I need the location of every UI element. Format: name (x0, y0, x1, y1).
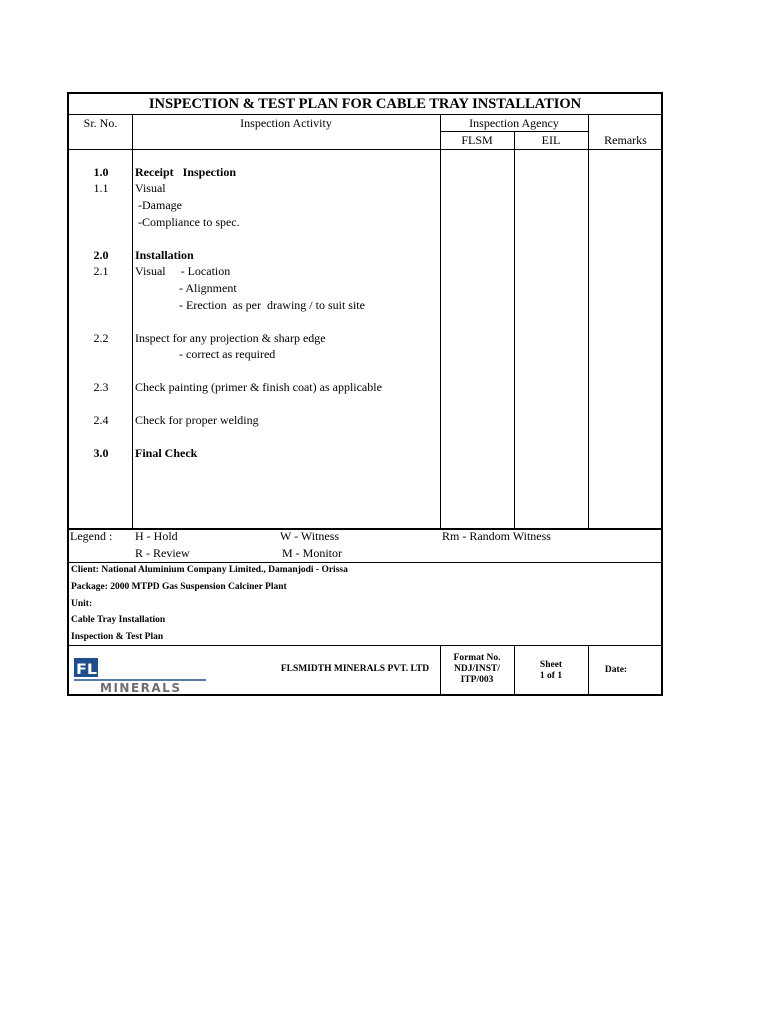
activity-heading: Receipt Inspection (135, 165, 236, 179)
sr-number: 1.0 (93, 165, 109, 179)
legend-monitor: M - Monitor (282, 546, 342, 560)
doc-type-line: Inspection & Test Plan (71, 632, 164, 642)
company-name: FLSMIDTH MINERALS PVT. LTD (280, 664, 430, 674)
legend-hold: H - Hold (135, 529, 178, 543)
header-divider (69, 149, 661, 150)
col-line-eil (588, 114, 589, 529)
activity-text: -Damage (135, 198, 182, 212)
activity-text: Visual - Location (135, 264, 231, 278)
document-title: INSPECTION & TEST PLAN FOR CABLE TRAY INSTALLATION (148, 96, 582, 112)
client-line: Client: National Aluminium Company Limited., Damanjodi - Orissa (71, 565, 348, 575)
legend-label: Legend : (70, 529, 113, 543)
activity-text: Check painting (primer & finish coat) as applicable (135, 380, 382, 394)
itp-sheet (67, 92, 663, 696)
sr-number: 2.1 (93, 264, 109, 278)
logo-minerals: MINERALS (100, 681, 182, 694)
logo-wordmark: FLSMIDTH (76, 662, 168, 678)
sheet-value: 1 of 1 (539, 671, 563, 681)
date-label: Date: (604, 665, 628, 675)
col-line-activity (440, 114, 441, 529)
header-eil: EIL (541, 133, 561, 147)
activity-heading: Final Check (135, 446, 198, 460)
sr-number: 2.2 (93, 331, 109, 345)
header-inspection-activity: Inspection Activity (240, 116, 332, 130)
activity-text: - correct as required (179, 347, 276, 361)
format-number-1: NDJ/INST/ (454, 664, 500, 674)
legend-witness: W - Witness (280, 529, 340, 543)
unit-line: Unit: (71, 599, 93, 609)
activity-text: Check for proper welding (135, 413, 259, 427)
header-remarks: Remarks (604, 133, 647, 147)
activity-text: -Compliance to spec. (135, 215, 240, 229)
activity-text: - Erection as per drawing / to suit site (179, 298, 365, 312)
format-number-2: ITP/003 (460, 675, 494, 685)
activity-text: Visual (135, 181, 166, 195)
activity-text: - Alignment (179, 281, 237, 295)
col-line-sr (132, 114, 133, 529)
header-flsm: FLSM (461, 133, 493, 147)
sr-number: 3.0 (93, 446, 109, 460)
sheet-label: Sheet (539, 660, 563, 670)
format-label: Format No. (453, 653, 501, 663)
info-divider (69, 562, 661, 563)
flsmidth-logo (73, 652, 208, 694)
sr-number: 2.4 (93, 413, 109, 427)
footer-divider (69, 645, 661, 646)
header-inspection-agency: Inspection Agency (469, 116, 559, 130)
legend-review: R - Review (135, 546, 190, 560)
legend-random-witness: Rm - Random Witness (442, 529, 551, 543)
activity-heading: Installation (135, 248, 194, 262)
activity-text: Inspect for any projection & sharp edge (135, 331, 326, 345)
sr-number: 2.3 (93, 380, 109, 394)
header-sr-no: Sr. No. (83, 116, 118, 130)
col-line-flsm (514, 131, 515, 529)
package-line: Package: 2000 MTPD Gas Suspension Calciner Plant (71, 582, 287, 592)
subject-line: Cable Tray Installation (71, 615, 166, 625)
sr-number: 1.1 (93, 181, 109, 195)
sr-number: 2.0 (93, 248, 109, 262)
